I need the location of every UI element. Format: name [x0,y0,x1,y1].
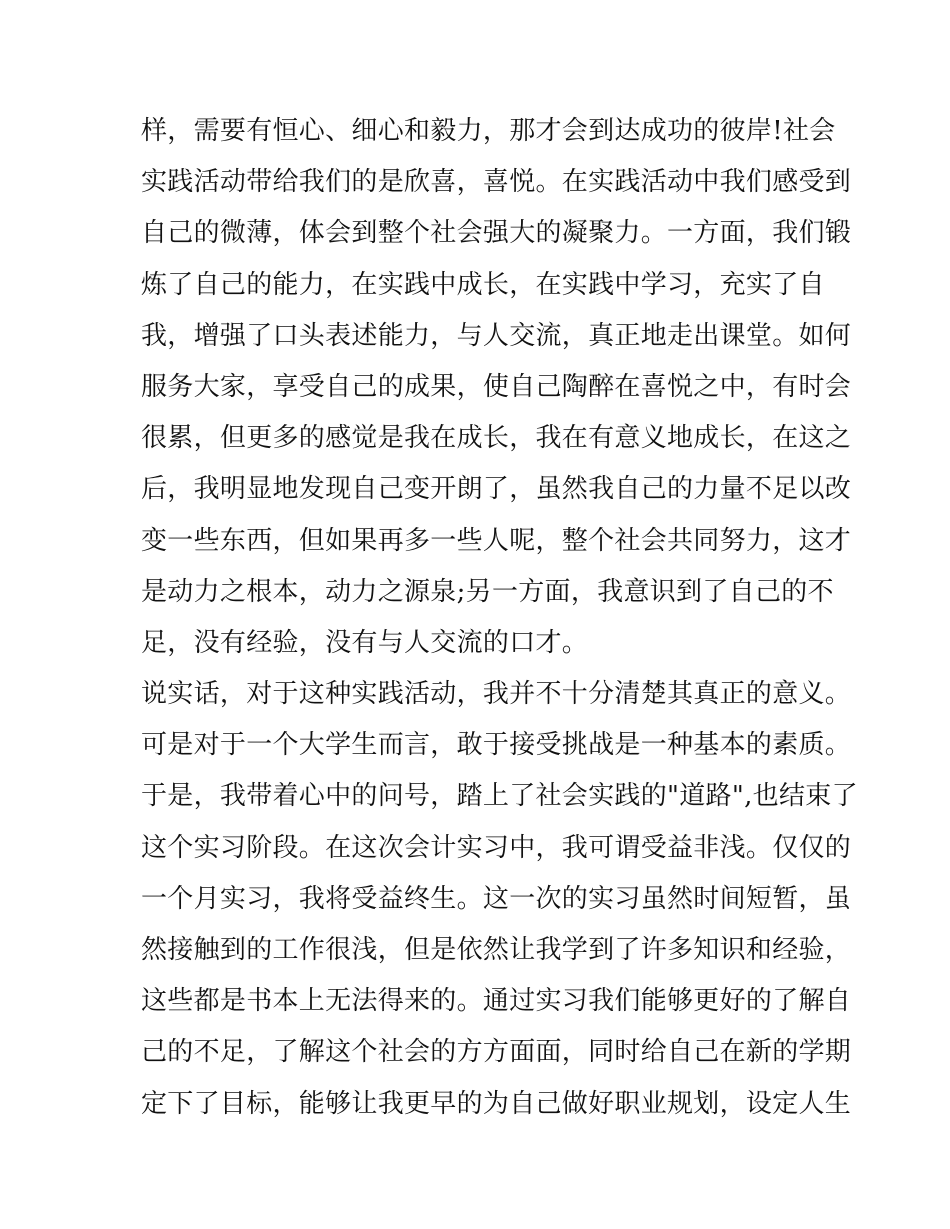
text-line: 己的不足，了解这个社会的方方面面，同时给自己在新的学期 [141,1037,852,1068]
text-line: 是动力之根本，动力之源泉;另一方面，我意识到了自己的不 [141,576,834,607]
text-line: 于是，我带着心中的问号，踏上了社会实践的"道路",也结束了 [141,781,858,812]
text-line: 说实话，对于这种实践活动，我并不十分清楚其真正的意义。 [141,679,852,710]
text-line: 一个月实习，我将受益终生。这一次的实习虽然时间短暂，虽 [141,883,852,914]
text-line: 足，没有经验，没有与人交流的口才。 [141,627,589,658]
text-line: 变一些东西，但如果再多一些人呢，整个社会共同努力，这才 [141,525,852,556]
text-line: 这个实习阶段。在这次会计实习中，我可谓受益非浅。仅仅的 [141,832,852,863]
text-line: 很累，但更多的感觉是我在成长，我在有意义地成长，在这之 [141,423,852,454]
text-line: 炼了自己的能力，在实践中成长，在实践中学习，充实了自 [141,269,825,300]
text-line: 服务大家，享受自己的成果，使自己陶醉在喜悦之中，有时会 [141,371,852,402]
text-line: 实践活动带给我们的是欣喜，喜悦。在实践活动中我们感受到 [141,167,852,198]
text-line: 样，需要有恒心、细心和毅力，那才会到达成功的彼岸!社会 [141,116,836,146]
text-line: 这些都是书本上无法得来的。通过实习我们能够更好的了解自 [141,986,852,1017]
text-line: 后，我明显地发现自己变开朗了，虽然我自己的力量不足以改 [141,474,852,505]
text-line: 可是对于一个大学生而言，敢于接受挑战是一种基本的素质。 [141,730,852,761]
text-line: 定下了目标，能够让我更早的为自己做好职业规划，设定人生 [141,1088,852,1119]
text-line: 然接触到的工作很浅，但是依然让我学到了许多知识和经验， [141,935,852,965]
text-line: 我，增强了口头表述能力，与人交流，真正地走出课堂。如何 [141,320,852,351]
document-body [141,106,858,1130]
text-line: 自己的微薄，体会到整个社会强大的凝聚力。一方面，我们锻 [141,218,852,249]
